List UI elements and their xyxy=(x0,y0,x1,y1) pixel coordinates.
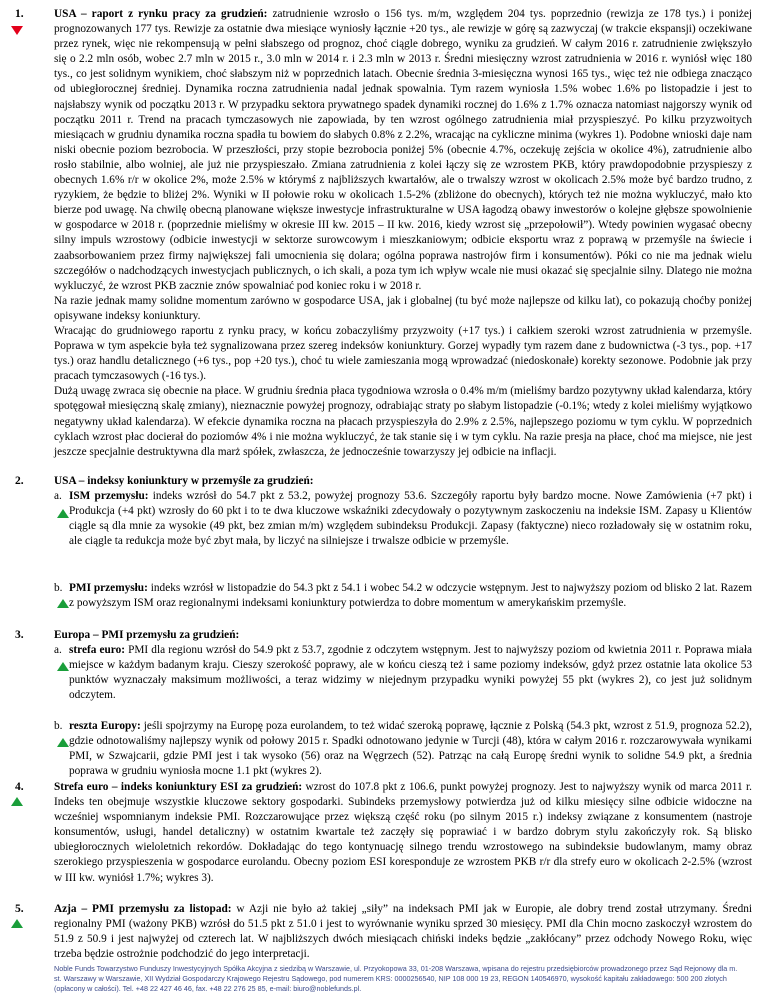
section-body xyxy=(54,7,752,460)
section-number: 5. xyxy=(15,903,24,915)
paragraph: Dużą uwagę zwraca się obecnie na płace. W grudniu średnia płaca tygodniowa wzrosła o 0.4% m/m (mieliśmy bardzo pozytywny układ kalendarza, który spotęgował miesięczną skalę zmiany), nieznacznie powyżej prognozy, odrabiając straty po słabym listopadzie (-0.1%; wtedy z kolei mieliśmy wyjątkowo negatywny układ kalendarza). W efekcie dynamika roczna na płacach przyspieszyła do 2.9% z 2.5%, najlepszego poziomu w tym cyklu. W poprzednich cyklach wzrost płac docierał do poziomów 4% i nie można wykluczyć, że tak stanie się i w tym cyklu. Na razie presja na płace, choć ma miejsce, nie jest jeszcze specjalnie destruktywna dla marż spółek, zwłaszcza, że jednocześnie towarzyszy jej odbicie na inflacji. xyxy=(54,385,752,458)
arrow-down-icon xyxy=(11,26,23,35)
section-title: Europa – PMI przemysłu za grudzień: xyxy=(54,629,240,641)
arrow-up-icon xyxy=(57,599,69,608)
subsection-label: b. xyxy=(54,720,63,732)
subsection-b xyxy=(54,719,752,779)
subsection-body: strefa euro: PMI dla regionu wzrósł do 54.9 pkt z 53.7, zgodnie z odczytem wstępnym. Jest to najwyższy poziom od kwietnia 2011 r. Poprawa miała miejsce w każdym badanym kraju. Cieszy szerokość poprawy, ale w końcu cieszą też i same poziomy indeksów, gdyż przez ostatnie lata okolice 53 punktów wyznaczały maksimum możliwości, a teraz widzimy w niejednym przypadku wyniki powyżej 55 pkt (wykres 2), co jest już solidnym odczytem. xyxy=(69,644,753,702)
section-title: USA – indeksy koniunktury w przemyśle za grudzień: xyxy=(54,475,314,487)
section-title: USA – raport z rynku pracy za grudzień: xyxy=(54,8,268,20)
paragraph xyxy=(54,7,752,294)
section-number: 1. xyxy=(15,8,24,20)
arrow-up-icon xyxy=(11,919,23,928)
paragraph: Na razie jednak mamy solidne momentum zarówno w gospodarce USA, jak i globalnej (tu być może najlepsze od kilku lat), co pokazują choćby poniżej opisywane indeksy koniunktury. xyxy=(54,294,752,322)
subsection-body: reszta Europy: jeśli spojrzymy na Europę poza eurolandem, to też widać szeroką poprawę, łącznie z Polską (54.3 pkt, wzrost z 51.9, prognoza 52.2), gdzie odnotowaliśmy najlepszy wynik od połowy 2015 r. Spadki odnotowano jedynie w Turcji (48), która w całym 2016 r. rozczarowywała wynikami PMI, w Szwajcarii, gdzie PMI jest i tak wysoko (56) oraz na Węgrzech (52). Patrząc na całą Europę średni wynik to solidne 54.9 pkt, a średnia poprawa w grudniu wyniosła mocne 1.1 pkt (wykres 2). xyxy=(69,720,752,778)
section-number: 3. xyxy=(15,629,24,641)
paragraph-text: zatrudnienie wzrosło o 156 tys. m/m, względem 204 tys. poprzednio (rewizja ze 178 tys.) i poniżej prognozowanych 177 tys. Rewizje za ostatnie dwa miesiące wyniosły łącznie +20 tys., ale rewizje w górę są zazwyczaj (w trakcie ekspansji) oczekiwane przez rynek, więc nie rekompensują w pełni słabszego od prognoz, choć ciągle dobrego, wyniku za grudzień. W całym 2016 r. zatrudnienie zwiększyło się o 2.2 mln osób, wobec 2.7 mln w 2015 r., 3.0 mln w 2014 r. i 2.3 mln w 2013 r. Średni miesięczny wzrost zatrudnienia w 2016 r. wyniósł więc 180 tys., co jest solidnym wynikiem, choć słabszym niż w poprzednich latach. Obecnie średnia 3-miesięczna wynosi 165 tys., więc też nie odbiega znacząco od ubiegłorocznej średniej. Dynamika roczna zatrudnienia nadal jednak spowalnia. Tym razem wyniosła 1.5% wobec 1.6% po listopadzie i jest to najsłabszy wynik od początku 2013 r. W przypadku sektora prywatnego spadek dynamiki rocznej do 1.6% z 1.7% oznacza natomiast najgorszy wynik od początku 2011 r. Trend na pracach tymczasowych nie zapowiada, by ten wzrost ogólnego zatrudnienia miał przyspieszyć. Po kilku przyzwoitych miesiącach w grudniu dynamika roczna spadła tu bowiem do słabych 0.8% z 2.2%, wracając na cykliczne minima (wykres 1). Podobne wnioski daje nam niski obecnie poziom bezrobocia. W przeszłości, przy stopie bezrobocia poniżej 5% (obecnie 4.7%, oczekuję zejścia w okolice 4%), zatrudnienie albo rosło stabilnie, albo wolniej, ale już nie przyspieszało. Zmiana zatrudnienia z kolei łączy się ze wzrostem PKB, który prawdopodobnie przyspieszy z obecnych 1.6% r/r w okolice 2%, może 2.5% w którymś z najbliższych kwartałów, ale o trwalszy wzrost w okolicach 2.5% może być bardzo trudno, z ryzykiem, że będzie to bliżej 2%. Wyniki w II połowie roku w okolicach 1.5-2% (zbliżone do obecnych), których też nie można wykluczyć, mało kto bierze pod uwagę. Na chwilę obecną planowane większe inwestycje infrastrukturalne w USA łagodzą obawy inwestorów o kolejne głębsze spowolnienie w gospodarce w 2018 r. (poprzednie mieliśmy w okresie III kw. 2015 – II kw. 2016, kiedy wzrost się „przepołowił”). Wtedy powinien wygasać obecny silny impuls wzrostowy (odbicie inwestycji w sektorze surowcowym i mieszkaniowym; odbicie eksportu wraz z poprawą w przemyśle na świecie i zaabsorbowaniem przez firmy największej fali umocnienia się dolara; ogólna poprawa nastrojów firm i konsumentów). Póki co nie ma jednak wielu szczegółów o nadchodzących inwestycjach publicznych, o ich skali, a poza tym ich wpływ wcale nie musi okazać się specjalnie silny. Dlatego nie można wykluczyć, że wzrost PKB zacznie znów spowalniać pod koniec roku i w 2018 r. xyxy=(54,8,752,292)
footer-company-info: Noble Funds Towarzystwo Funduszy Inwestycyjnych Spółka Akcyjna z siedzibą w Warszawie, ul. Przyokopowa 33, 01-208 Warszawa, wpisana do rejestru przedsiębiorców prowadzonego przez Sąd Rejonowy dla m. st. Warszawy w Warszawie, XII Wydział Gospodarczy Krajowego Rejestru Sądowego, pod numerem KRS: 0000256540, NIP 108 000 19 23, REGON 140546970, wysokość kapitału zakładowego: 500 200 złotych (opłacony w całości). Tel. +48 22 427 46 46, fax. +48 22 276 25 85, e-mail: biuro@noblefunds.pl. xyxy=(54,964,738,993)
arrow-up-icon xyxy=(57,662,69,671)
arrow-up-icon xyxy=(11,797,23,806)
subsection-label: a. xyxy=(54,644,62,656)
subsection-b xyxy=(54,581,752,611)
section-number: 4. xyxy=(15,781,24,793)
section-body: Azja – PMI przemysłu za listopad: w Azji nie było aż takiej „siły” na indeksach PMI jak w Europie, ale dobry trend został utrzymany. Średni regionalny PMI (ważony PKB) wzrósł do 51.5 pkt z 51.0 i jest to wyrównanie wyniku sprzed 30 miesięcy. PMI dla Chin mocno zaskoczył wzrostem do 51.9 z 50.9 i jest najwyżej od czterech lat. W najbliższych dwóch miesiącach chiński indeks będzie „zakłócany” przez odchody Nowego Roku, więc trzeba będzie ostrożnie podchodzić do jego interpretacji. xyxy=(54,903,753,961)
section-number: 2. xyxy=(15,475,24,487)
subsection-label: a. xyxy=(54,490,62,502)
subsection-label: b. xyxy=(54,582,63,594)
arrow-up-icon xyxy=(57,738,69,747)
subsection-a xyxy=(54,643,752,703)
subsection-body: PMI przemysłu: indeks wzrósł w listopadzie do 54.3 pkt z 54.1 i wobec 54.2 w odczycie wstępnym. Jest to najwyższy poziom od blisko 2 lat. Razem z powyższym ISM oraz regionalnymi indeksami koniunktury potwierdza to dobre momentum w amerykańskim przemyśle. xyxy=(69,582,753,610)
subsection-a xyxy=(54,489,752,549)
subsection-body: ISM przemysłu: indeks wzrósł do 54.7 pkt z 53.2, powyżej prognozy 53.6. Szczegóły raportu były bardzo mocne. Nowe Zamówienia (+7 pkt) i Produkcja (+4 pkt) wzrosły do 60 pkt i to te dwa kluczowe wskaźniki zdecydowały o pozytywnym zaskoczeniu na indeksie ISM. Zapasy u Klientów ciągle są dla mnie za wysokie (49 pkt, bez zmian m/m) względem subindeksu Produkcji. Zapasy (faktyczne) nieco rozładowały się w ostatnim roku, ale ciągle ta redukcja może być zbyt mała, by liczyć na silniejsze i trwalsze odbicie w przemyśle. xyxy=(69,490,752,548)
arrow-up-icon xyxy=(57,509,69,518)
paragraph: Wracając do grudniowego raportu z rynku pracy, w końcu zobaczyliśmy przyzwoity (+17 tys.) i całkiem szeroki wzrost zatrudnienia w przemyśle. Poprawa w tym aspekcie była też sygnalizowana przez szereg indeksów koniunktury. Gorzej wypadły tym razem dane z budownictwa (-3 tys., pop. +17 tys.) oraz handlu detalicznego (+6 tys., pop +20 tys.), choć tu wiele zamieszania mogą wprowadzać (niedoskonałe) korekty sezonowe. Podobnie jak przy pracach tymczasowych (-16 tys.). xyxy=(54,324,752,383)
section-body: Strefa euro – indeks koniunktury ESI za grudzień: wzrost do 107.8 pkt z 106.6, punkt powyżej prognozy. Jest to najwyższy wynik od marca 2011 r. Indeks ten obejmuje wszystkie kluczowe sektory gospodarki. Subindeks przemysłowy potwierdza już od kilku miesięcy silne odbicie widoczne na wcześniej wspomnianym indeksie PMI. Rozczarowujące przez większą część roku (po silnym 2015 r.) indeksy związane z konsumentem (nastroje konsumentów, usługi, handel detaliczny) w ostatnim kwartale też zaczęły się poprawiać i w bardzo dobrym stylu zakończyły rok. Są blisko ubiegłorocznych wieloletnich rekordów. Dokładając do tego kontynuację silnego trendu wzrostowego na subindeksie budowlanym, mamy obraz szerokiego przyspieszenia w gospodarce eurolandu. Obecny poziom ESI koresponduje ze wzrostem PKB r/r dla strefy euro w okolicach 2-2.5% (wzrost w III kw. wyniósł 1.7%; wykres 3). xyxy=(54,781,752,884)
